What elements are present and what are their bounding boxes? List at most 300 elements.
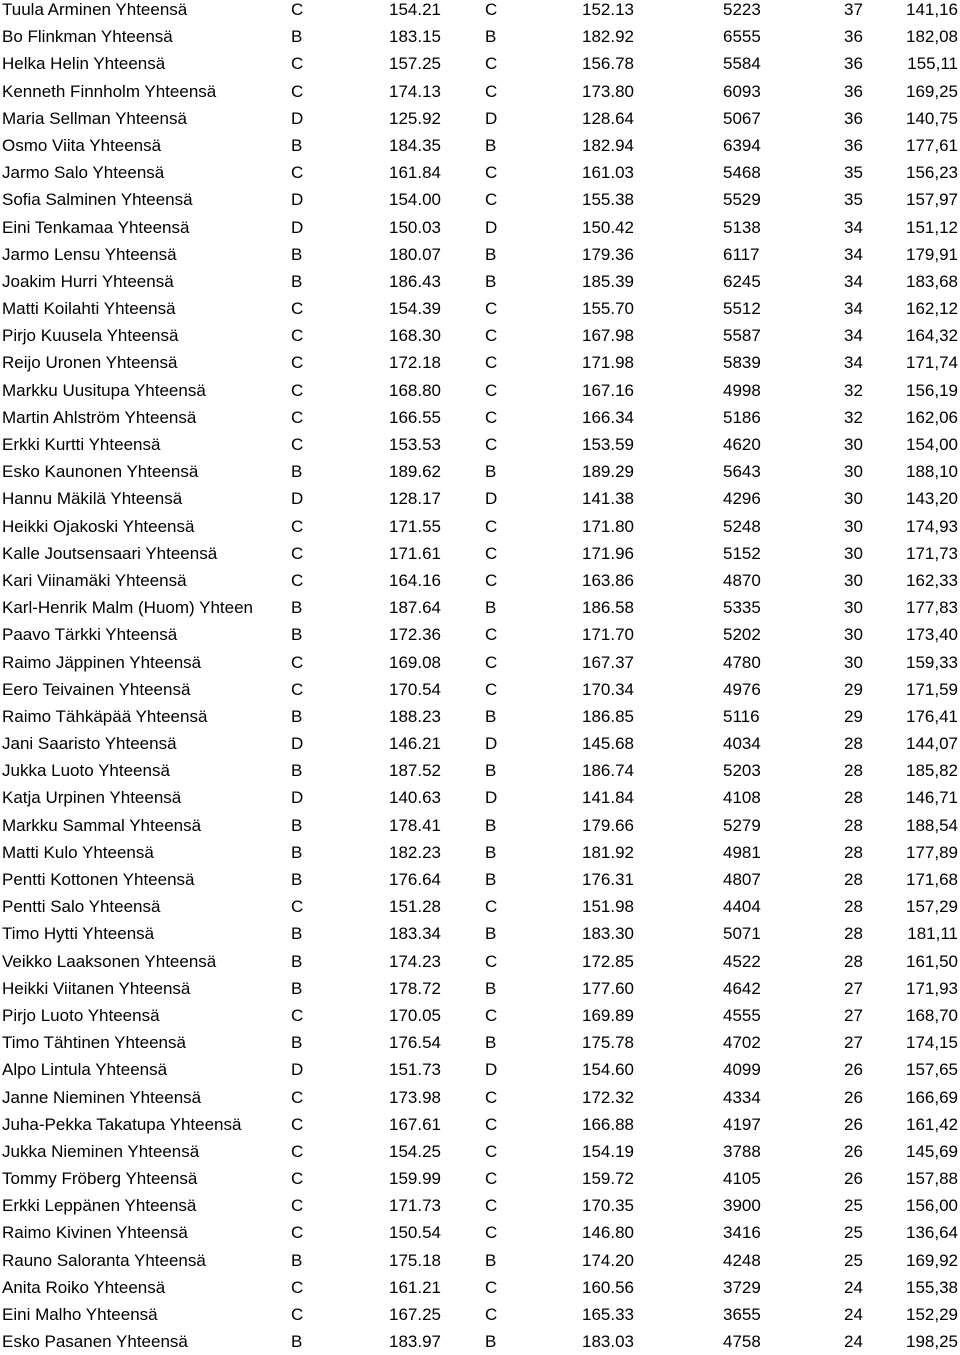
player-name-cell: Timo Hytti Yhteensä (2, 924, 155, 944)
season-average-cell: 171,93 (906, 978, 958, 998)
class-cell-2: B (485, 135, 497, 155)
player-name-cell: Rauno Saloranta Yhteensä (2, 1250, 206, 1270)
pins-total-cell: 6394 (723, 135, 761, 155)
games-count-cell: 35 (844, 190, 863, 210)
class-cell-2: C (485, 435, 498, 454)
average-cell-2: 177.60 (582, 978, 634, 998)
season-average-cell: 156,00 (906, 1196, 958, 1216)
class-cell: C (291, 1005, 304, 1025)
pins-total-cell: 3416 (723, 1223, 761, 1243)
class-cell-2: C (485, 326, 498, 346)
average-cell-2: 152.13 (582, 0, 634, 19)
pins-total-cell: 5584 (723, 54, 761, 74)
table-row (0, 1274, 960, 1301)
season-average-cell: 162,12 (906, 299, 958, 319)
average-cell-2: 167.16 (582, 380, 634, 400)
class-cell: B (291, 924, 303, 944)
player-name-cell: Eini Tenkamaa Yhteensä (2, 217, 190, 237)
player-name-cell: Markku Sammal Yhteensä (2, 815, 202, 835)
games-count-cell: 34 (844, 326, 863, 346)
pins-total-cell: 5138 (723, 217, 761, 237)
table-row (0, 540, 960, 567)
average-cell-2: 174.20 (582, 1250, 634, 1270)
average-cell-2: 181.92 (582, 842, 634, 862)
class-cell-2: C (485, 1005, 498, 1025)
games-count-cell: 27 (844, 978, 863, 998)
table-row (0, 1029, 960, 1056)
class-cell-2: C (485, 570, 498, 590)
average-cell-2: 171.98 (582, 353, 634, 373)
class-cell: B (291, 27, 303, 47)
class-cell-2: C (485, 380, 498, 400)
average-cell-2: 141.38 (582, 489, 634, 509)
table-row (0, 1165, 960, 1192)
season-average-cell: 145,69 (906, 1141, 958, 1161)
average-cell: 161.84 (389, 163, 441, 183)
table-row (0, 132, 960, 159)
class-cell-2: D (485, 217, 498, 237)
pins-total-cell: 4108 (723, 788, 761, 808)
average-cell-2: 154.19 (582, 1141, 634, 1161)
average-cell: 150.54 (389, 1223, 441, 1243)
class-cell: C (291, 1141, 304, 1161)
season-average-cell: 156,23 (906, 163, 958, 183)
average-cell: 178.41 (389, 815, 441, 835)
average-cell: 172.18 (389, 353, 441, 373)
average-cell: 188.23 (389, 706, 441, 726)
class-cell-2: D (485, 489, 498, 509)
season-average-cell: 143,20 (906, 489, 958, 509)
class-cell: B (291, 271, 303, 291)
games-count-cell: 28 (844, 788, 863, 808)
pins-total-cell: 4248 (723, 1250, 761, 1270)
player-name-cell: Jukka Luoto Yhteensä (2, 761, 170, 781)
average-cell: 154.25 (389, 1141, 441, 1161)
player-name-cell: Markku Uusitupa Yhteensä (2, 380, 206, 400)
table-row (0, 404, 960, 431)
table-row (0, 621, 960, 648)
season-average-cell: 164,32 (906, 326, 958, 346)
player-name-cell: Kari Viinamäki Yhteensä (2, 570, 187, 590)
average-cell-2: 160.56 (582, 1277, 634, 1297)
class-cell: C (291, 1277, 304, 1297)
table-row (0, 268, 960, 295)
games-count-cell: 29 (844, 706, 863, 726)
table-row (0, 458, 960, 485)
class-cell: B (291, 598, 303, 618)
player-name-cell: Karl-Henrik Malm (Huom) Yhteen (2, 598, 253, 618)
average-cell: 170.54 (389, 679, 441, 699)
table-row (0, 1192, 960, 1219)
pins-total-cell: 4780 (723, 652, 761, 672)
player-name-cell: Maria Sellman Yhteensä (2, 108, 187, 128)
games-count-cell: 30 (844, 598, 863, 618)
games-count-cell: 24 (844, 1277, 863, 1297)
pins-total-cell: 4620 (723, 435, 761, 454)
average-cell-2: 170.35 (582, 1196, 634, 1216)
class-cell: C (291, 0, 304, 19)
class-cell: C (291, 299, 304, 319)
average-cell: 168.80 (389, 380, 441, 400)
average-cell-2: 161.03 (582, 163, 634, 183)
class-cell: C (291, 81, 304, 101)
pins-total-cell: 5202 (723, 625, 761, 645)
average-cell-2: 169.89 (582, 1005, 634, 1025)
class-cell-2: C (485, 299, 498, 319)
class-cell: C (291, 435, 304, 454)
class-cell-2: C (485, 951, 498, 971)
player-name-cell: Erkki Leppänen Yhteensä (2, 1196, 197, 1216)
player-name-cell: Tommy Fröberg Yhteensä (2, 1169, 198, 1189)
pins-total-cell: 4642 (723, 978, 761, 998)
games-count-cell: 28 (844, 815, 863, 835)
class-cell-2: C (485, 407, 498, 427)
season-average-cell: 181,11 (907, 924, 958, 944)
player-name-cell: Hannu Mäkilä Yhteensä (2, 489, 183, 509)
class-cell-2: C (485, 1196, 498, 1216)
average-cell: 140.63 (389, 788, 441, 808)
pins-total-cell: 3655 (723, 1305, 761, 1324)
average-cell-2: 167.98 (582, 326, 634, 346)
pins-total-cell: 5152 (723, 543, 761, 563)
class-cell-2: B (485, 924, 497, 944)
pins-total-cell: 4702 (723, 1033, 761, 1053)
season-average-cell: 169,92 (906, 1250, 958, 1270)
player-name-cell: Janne Nieminen Yhteensä (2, 1087, 202, 1107)
season-average-cell: 159,33 (906, 652, 958, 672)
pins-total-cell: 3729 (723, 1277, 761, 1297)
pins-total-cell: 5643 (723, 462, 761, 482)
season-average-cell: 171,74 (906, 353, 958, 373)
average-cell-2: 185.39 (582, 271, 634, 291)
average-cell: 186.43 (389, 271, 441, 291)
games-count-cell: 30 (844, 462, 863, 482)
average-cell-2: 182.94 (582, 135, 634, 155)
season-average-cell: 176,41 (906, 706, 958, 726)
pins-total-cell: 5335 (723, 598, 761, 618)
class-cell-2: B (485, 870, 497, 889)
season-average-cell: 157,97 (906, 190, 958, 210)
class-cell: B (291, 870, 303, 889)
class-cell-2: C (485, 163, 498, 183)
class-cell: B (291, 462, 303, 482)
class-cell: D (291, 108, 304, 128)
class-cell-2: C (485, 679, 498, 699)
class-cell-2: D (485, 1060, 498, 1080)
season-average-cell: 182,08 (906, 27, 958, 47)
season-average-cell: 140,75 (906, 108, 958, 128)
season-average-cell: 152,29 (906, 1305, 958, 1324)
class-cell-2: C (485, 353, 498, 373)
pins-total-cell: 4870 (723, 570, 761, 590)
average-cell: 174.23 (389, 951, 441, 971)
class-cell: C (291, 1114, 304, 1134)
class-cell-2: B (485, 978, 497, 998)
class-cell: B (291, 978, 303, 998)
season-average-cell: 185,82 (906, 761, 958, 781)
player-name-cell: Heikki Viitanen Yhteensä (2, 978, 191, 998)
pins-total-cell: 4981 (723, 842, 761, 862)
games-count-cell: 24 (844, 1332, 863, 1352)
pins-total-cell: 4555 (723, 1005, 761, 1025)
class-cell-2: C (485, 1169, 498, 1189)
class-cell: D (291, 190, 304, 210)
average-cell: 183.97 (389, 1332, 441, 1352)
table-row (0, 920, 960, 947)
average-cell: 166.55 (389, 407, 441, 427)
class-cell-2: B (485, 271, 497, 291)
class-cell: D (291, 788, 304, 808)
games-count-cell: 25 (844, 1250, 863, 1270)
average-cell: 178.72 (389, 978, 441, 998)
average-cell: 153.53 (389, 435, 441, 454)
season-average-cell: 177,61 (906, 135, 958, 155)
player-name-cell: Jukka Nieminen Yhteensä (2, 1141, 200, 1161)
pins-total-cell: 5587 (723, 326, 761, 346)
class-cell: C (291, 543, 304, 563)
games-count-cell: 36 (844, 135, 863, 155)
class-cell-2: C (485, 543, 498, 563)
average-cell-2: 183.03 (582, 1332, 634, 1352)
average-cell: 157.25 (389, 54, 441, 74)
average-cell-2: 154.60 (582, 1060, 634, 1080)
average-cell-2: 141.84 (582, 788, 634, 808)
games-count-cell: 27 (844, 1005, 863, 1025)
table-row (0, 1328, 960, 1355)
class-cell-2: B (485, 1332, 497, 1352)
season-average-cell: 188,54 (906, 815, 958, 835)
pins-total-cell: 5512 (723, 299, 761, 319)
class-cell: C (291, 326, 304, 346)
table-row (0, 1219, 960, 1246)
table-row (0, 567, 960, 594)
average-cell: 175.18 (389, 1250, 441, 1270)
class-cell-2: B (485, 27, 497, 47)
average-cell: 171.73 (389, 1196, 441, 1216)
player-name-cell: Raimo Kivinen Yhteensä (2, 1223, 188, 1243)
table-row (0, 866, 960, 893)
average-cell: 182.23 (389, 842, 441, 862)
player-name-cell: Heikki Ojakoski Yhteensä (2, 516, 195, 536)
average-cell-2: 166.34 (582, 407, 634, 427)
class-cell: B (291, 706, 303, 726)
pins-total-cell: 4522 (723, 951, 761, 971)
games-count-cell: 29 (844, 679, 863, 699)
pins-total-cell: 6555 (723, 27, 761, 47)
class-cell: C (291, 570, 304, 590)
average-cell-2: 173.80 (582, 81, 634, 101)
average-cell-2: 189.29 (582, 462, 634, 482)
class-cell-2: C (485, 652, 498, 672)
average-cell-2: 171.80 (582, 516, 634, 536)
pins-total-cell: 5529 (723, 190, 761, 210)
table-row (0, 186, 960, 213)
average-cell: 172.36 (389, 625, 441, 645)
table-row (0, 105, 960, 132)
average-cell-2: 171.70 (582, 625, 634, 645)
player-name-cell: Alpo Lintula Yhteensä (2, 1060, 168, 1080)
average-cell-2: 182.92 (582, 27, 634, 47)
pins-total-cell: 4197 (723, 1114, 761, 1134)
pins-total-cell: 6093 (723, 81, 761, 101)
table-row (0, 159, 960, 186)
table-row (0, 975, 960, 1002)
class-cell: C (291, 380, 304, 400)
season-average-cell: 141,16 (906, 0, 958, 19)
class-cell: C (291, 407, 304, 427)
games-count-cell: 28 (844, 870, 863, 889)
games-count-cell: 32 (844, 407, 863, 427)
season-average-cell: 162,33 (906, 570, 958, 590)
table-row (0, 676, 960, 703)
class-cell-2: B (485, 244, 497, 264)
class-cell: B (291, 761, 303, 781)
average-cell-2: 186.74 (582, 761, 634, 781)
season-average-cell: 146,71 (906, 788, 958, 808)
pins-total-cell: 4404 (723, 897, 761, 917)
games-count-cell: 36 (844, 27, 863, 47)
table-row (0, 349, 960, 376)
class-cell: D (291, 217, 304, 237)
pins-total-cell: 5067 (723, 108, 761, 128)
average-cell-2: 165.33 (582, 1305, 634, 1324)
average-cell: 174.13 (389, 81, 441, 101)
player-name-cell: Veikko Laaksonen Yhteensä (2, 951, 217, 971)
class-cell-2: D (485, 108, 498, 128)
player-name-cell: Erkki Kurtti Yhteensä (2, 435, 161, 454)
average-cell: 161.21 (389, 1277, 441, 1297)
pins-total-cell: 4807 (723, 870, 761, 889)
season-average-cell: 169,25 (906, 81, 958, 101)
player-name-cell: Esko Kaunonen Yhteensä (2, 462, 199, 482)
table-row (0, 513, 960, 540)
season-average-cell: 162,06 (906, 407, 958, 427)
average-cell-2: 183.30 (582, 924, 634, 944)
games-count-cell: 26 (844, 1060, 863, 1080)
games-count-cell: 30 (844, 435, 863, 454)
season-average-cell: 154,00 (906, 435, 958, 454)
table-row (0, 431, 960, 458)
average-cell: 168.30 (389, 326, 441, 346)
class-cell-2: D (485, 788, 498, 808)
average-cell: 184.35 (389, 135, 441, 155)
class-cell-2: C (485, 516, 498, 536)
table-row (0, 78, 960, 105)
class-cell: C (291, 1305, 304, 1324)
class-cell: C (291, 54, 304, 74)
player-name-cell: Osmo Viita Yhteensä (2, 135, 162, 155)
class-cell-2: C (485, 1141, 498, 1161)
table-row (0, 241, 960, 268)
pins-total-cell: 4976 (723, 679, 761, 699)
class-cell: C (291, 1087, 304, 1107)
player-name-cell: Pentti Kottonen Yhteensä (2, 870, 195, 889)
player-name-cell: Matti Kulo Yhteensä (2, 842, 154, 862)
class-cell: C (291, 897, 304, 917)
average-cell: 151.73 (389, 1060, 441, 1080)
player-name-cell: Raimo Jäppinen Yhteensä (2, 652, 202, 672)
season-average-cell: 136,64 (906, 1223, 958, 1243)
class-cell-2: C (485, 1114, 498, 1134)
average-cell: 150.03 (389, 217, 441, 237)
player-name-cell: Pirjo Luoto Yhteensä (2, 1005, 160, 1025)
season-average-cell: 171,68 (906, 870, 958, 889)
class-cell-2: C (485, 54, 498, 74)
table-row (0, 485, 960, 512)
class-cell-2: B (485, 598, 497, 618)
games-count-cell: 37 (844, 0, 863, 19)
class-cell: B (291, 135, 303, 155)
class-cell-2: B (485, 706, 497, 726)
player-name-cell: Eini Malho Yhteensä (2, 1305, 158, 1324)
average-cell-2: 176.31 (582, 870, 634, 889)
games-count-cell: 26 (844, 1169, 863, 1189)
pins-total-cell: 5203 (723, 761, 761, 781)
average-cell: 189.62 (389, 462, 441, 482)
table-row (0, 1084, 960, 1111)
table-row (0, 1111, 960, 1138)
season-average-cell: 174,15 (906, 1033, 958, 1053)
average-cell-2: 151.98 (582, 897, 634, 917)
games-count-cell: 28 (844, 897, 863, 917)
games-count-cell: 30 (844, 570, 863, 590)
average-cell: 159.99 (389, 1169, 441, 1189)
season-average-cell: 155,11 (907, 54, 958, 74)
pins-total-cell: 6117 (723, 244, 760, 264)
player-name-cell: Raimo Tähkäpää Yhteensä (2, 706, 208, 726)
class-cell-2: C (485, 1087, 498, 1107)
games-count-cell: 34 (844, 271, 863, 291)
table-row (0, 295, 960, 322)
pins-total-cell: 6245 (723, 271, 761, 291)
pins-total-cell: 4296 (723, 489, 761, 509)
average-cell-2: 175.78 (582, 1033, 634, 1053)
average-cell-2: 172.32 (582, 1087, 634, 1107)
average-cell: 180.07 (389, 244, 441, 264)
table-row (0, 1056, 960, 1083)
player-name-cell: Jani Saaristo Yhteensä (2, 734, 177, 754)
class-cell: B (291, 625, 303, 645)
pins-total-cell: 4998 (723, 380, 761, 400)
player-name-cell: Joakim Hurri Yhteensä (2, 271, 174, 291)
pins-total-cell: 5248 (723, 516, 761, 536)
average-cell-2: 171.96 (582, 543, 634, 563)
class-cell: D (291, 489, 304, 509)
average-cell: 167.61 (389, 1114, 441, 1134)
average-cell: 146.21 (389, 734, 441, 754)
games-count-cell: 30 (844, 625, 863, 645)
player-name-cell: Martin Ahlström Yhteensä (2, 407, 197, 427)
average-cell-2: 163.86 (582, 570, 634, 590)
table-row (0, 948, 960, 975)
average-cell: 170.05 (389, 1005, 441, 1025)
class-cell-2: B (485, 1250, 497, 1270)
pins-total-cell: 5223 (723, 0, 761, 19)
table-row (0, 703, 960, 730)
player-name-cell: Jarmo Lensu Yhteensä (2, 244, 177, 264)
player-name-cell: Esko Pasanen Yhteensä (2, 1332, 188, 1352)
games-count-cell: 26 (844, 1141, 863, 1161)
games-count-cell: 27 (844, 1033, 863, 1053)
games-count-cell: 34 (844, 217, 863, 237)
player-name-cell: Reijo Uronen Yhteensä (2, 353, 178, 373)
player-name-cell: Katja Urpinen Yhteensä (2, 788, 182, 808)
average-cell: 183.15 (389, 27, 441, 47)
season-average-cell: 155,38 (906, 1277, 958, 1297)
average-cell-2: 179.66 (582, 815, 634, 835)
class-cell: C (291, 163, 304, 183)
season-average-cell: 156,19 (906, 380, 958, 400)
